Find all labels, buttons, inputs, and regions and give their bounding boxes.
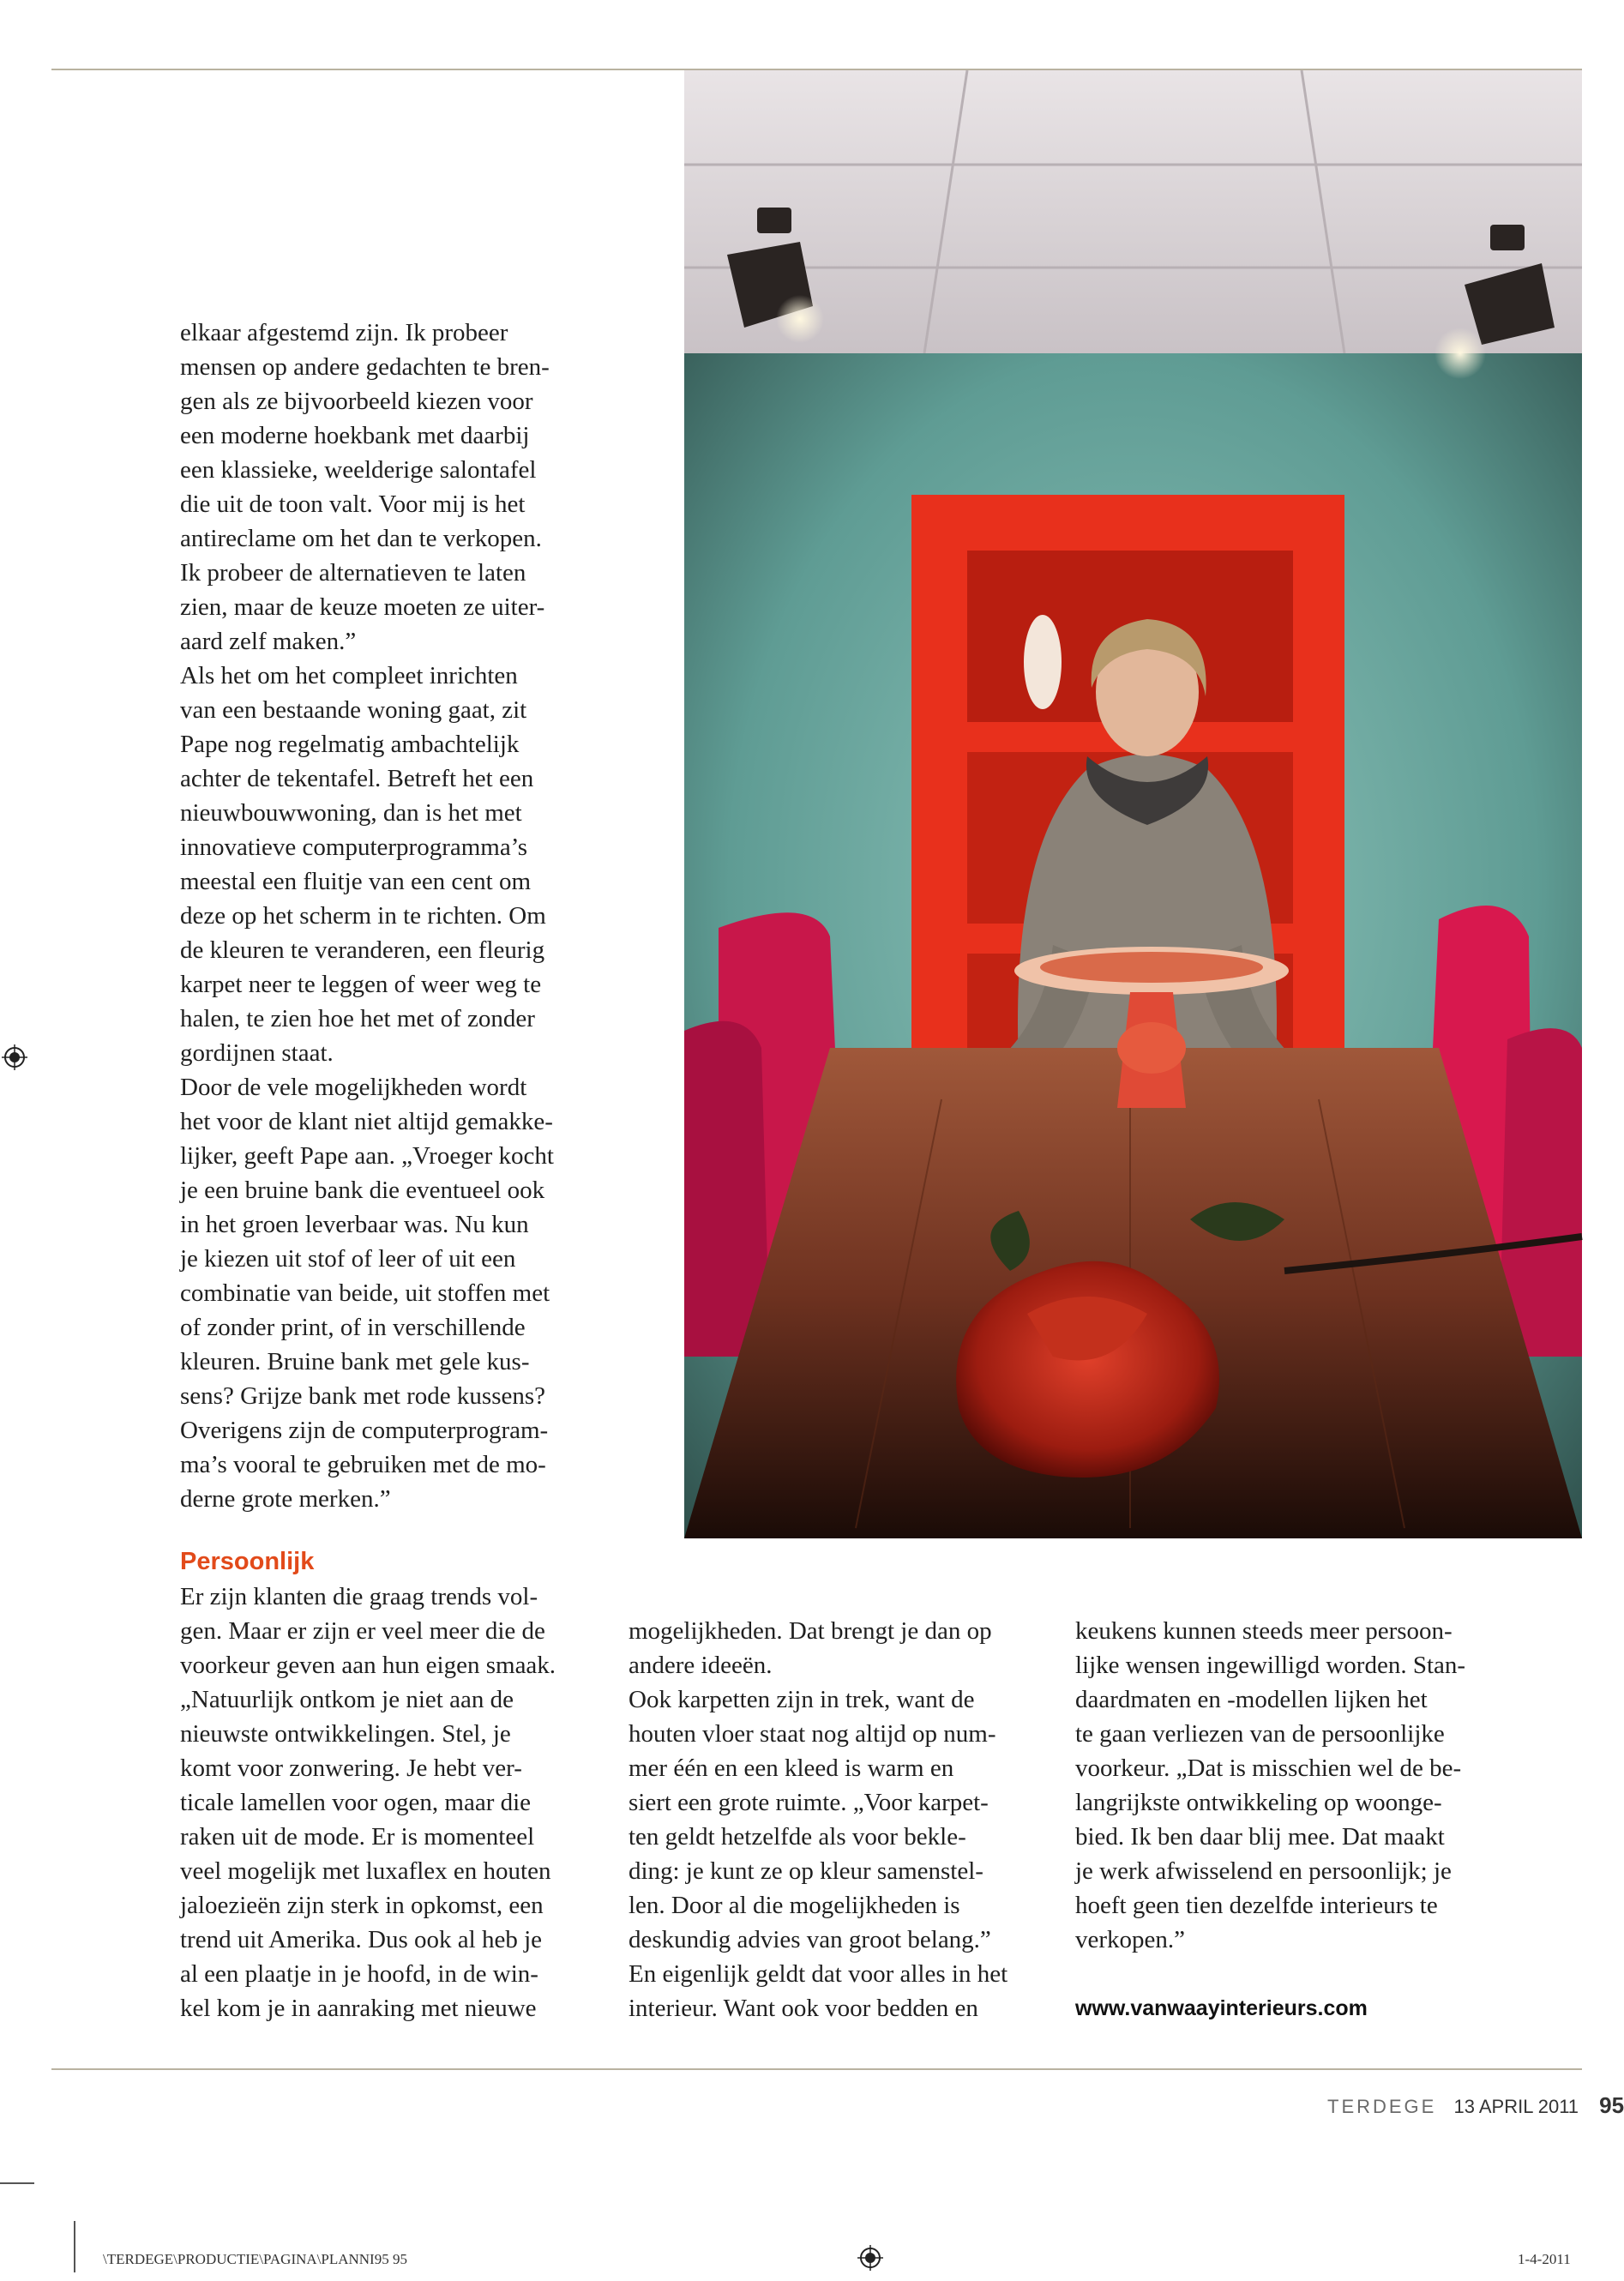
article-column-middle — [629, 1614, 1057, 2025]
bottom-rule — [51, 2068, 1582, 2070]
website-link[interactable]: www.vanwaayinterieurs.com — [1075, 1996, 1368, 2020]
article-column-left-bottom — [180, 1545, 609, 2025]
body-text: Er zijn klanten die graag trends vol- gen. Maar er zijn er veel meer die de voorkeur geven aan hun eigen smaak. „Natuurlijk ontkom je niet aan de nieuwste ontwikkelingen. Stel, je komt voor zonwering. Je hebt ver- ticale lamellen voor ogen, maar die raken uit de mode. Er is momenteel veel mogelijk met luxaflex en houten jaloezieën zijn sterk in opkomst, een trend uit Amerika. Dus ook al heb je al een plaatje in je hoofd, in de win- kel kom je in aanraking met nieuwe — [180, 1583, 556, 2022]
body-text: keukens kunnen steeds meer persoon- lijke wensen ingewilligd worden. Stan- daardmaten en -modellen lijken het te gaan verliezen van de persoonlijke voorkeur. „Dat is misschien wel de be- langrijkste ontwikkeling op woonge- bied. Ik ben daar blij mee. Dat maakt je werk afwisselend en persoonlijk; je hoeft geen tien dezelfde interieurs te verkopen.” — [1075, 1617, 1466, 1953]
article-photo — [684, 70, 1582, 1538]
issue-date: 13 APRIL 2011 — [1453, 2096, 1579, 2117]
registration-mark-icon — [857, 2245, 883, 2271]
registration-mark-icon — [2, 1044, 27, 1070]
article-column-left-top — [180, 316, 609, 1516]
crop-mark — [0, 2182, 34, 2184]
print-slug-path: \TERDEGE\PRODUCTIE\PAGINA\PLANNI95 95 — [103, 2251, 407, 2267]
interior-photo-illustration — [684, 70, 1582, 1538]
print-slug-date: 1-4-2011 — [1518, 2251, 1571, 2267]
body-text: mogelijkheden. Dat brengt je dan op andere ideeën. Ook karpetten zijn in trek, want de houten vloer staat nog altijd op num- mer één en een kleed is warm en siert een grote ruimte. „Voor karpet- ten geldt hetzelfde als voor bekle- ding: je kunt ze op kleur samenstel- len. Door al die mogelijkheden is deskundig advies van groot belang.” En eigenlijk geldt dat voor alles in het interieur. Want ook voor bedden en — [629, 1617, 1008, 2022]
page-footer — [1327, 2092, 1624, 2119]
magazine-name: TERDEGE — [1327, 2096, 1437, 2117]
subheading: Persoonlijk — [180, 1548, 315, 1575]
body-text: elkaar afgestemd zijn. Ik probeer mensen op andere gedachten te bren- gen als ze bijvoorbeeld kiezen voor een moderne hoekbank met daarbij een klassieke, weelderige salontafel die uit de toon valt. Voor mij is het antireclame om het dan te verkopen. Ik probeer de alternatieven te laten zien, maar de keuze moeten ze uiter- aard zelf maken.” Als het om het compleet inrichten van een bestaande woning gaat, zit Pape nog regelmatig ambachtelijk achter de tekentafel. Betreft het een nieuwbouwwoning, dan is het met innovatieve computerprogramma’s meestal een fluitje van een cent om deze op het scherm in te richten. Om de kleuren te veranderen, een fleurig karpet neer te leggen of weer weg te halen, te zien hoe het met of zonder gordijnen staat. Door de vele mogelijkheden wordt het voor de klant niet altijd gemakke- lijker, geeft Pape aan. „Vroeger kocht je een bruine bank die eventueel ook in het groen leverbaar was. Nu kun je kiezen uit stof of leer of uit een combinatie van beide, uit stoffen met of zonder print, of in verschillende kleuren. Bruine bank met gele kus- sens? Grijze bank met rode kussens? Overigens zijn de computerprogram- ma’s vooral te gebruiken met de mo- derne grote merken.” — [180, 319, 554, 1513]
page-number: 95 — [1599, 2092, 1624, 2118]
article-column-right — [1075, 1614, 1521, 1957]
crop-mark — [74, 2221, 75, 2272]
